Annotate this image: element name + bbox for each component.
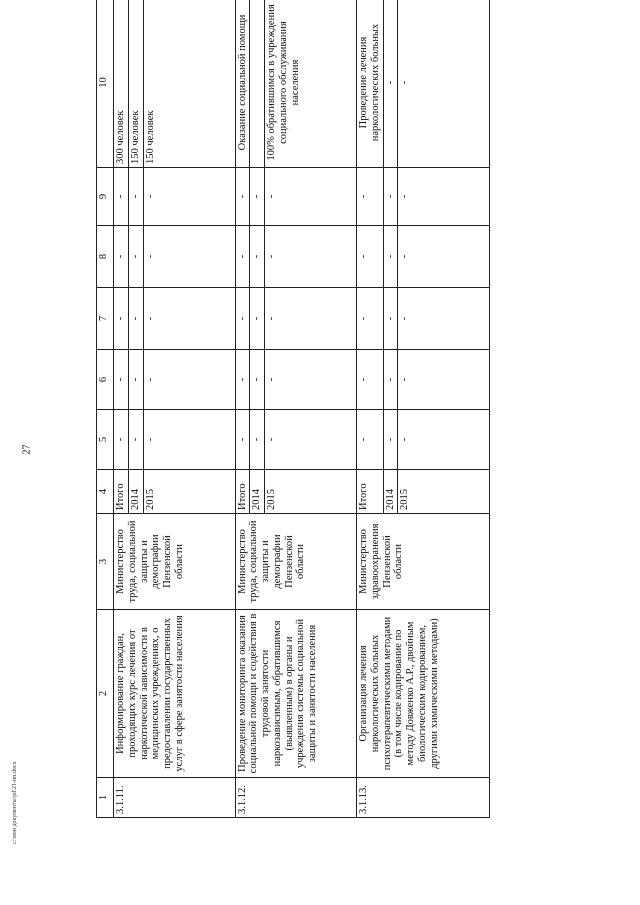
measures-table bbox=[96, 0, 490, 818]
header-row bbox=[97, 0, 114, 818]
indicator-cell: 150 человек bbox=[143, 0, 235, 168]
page-number: 27 bbox=[21, 444, 33, 455]
header-cell: 4 bbox=[97, 470, 114, 514]
value-cell: - bbox=[235, 410, 250, 470]
value-cell: - bbox=[143, 288, 235, 350]
value-cell: - bbox=[235, 288, 250, 350]
value-cell: - bbox=[250, 350, 265, 410]
value-cell: - bbox=[357, 410, 384, 470]
value-cell: - bbox=[235, 350, 250, 410]
rotated-table-page bbox=[96, 0, 640, 818]
value-cell: - bbox=[383, 168, 398, 226]
value-cell: - bbox=[114, 288, 129, 350]
value-cell: - bbox=[128, 168, 143, 226]
indicator-cell: Проведение лечения наркологических больных bbox=[357, 0, 384, 168]
year-cell: Итого bbox=[235, 470, 250, 514]
measure-description: Организация лечения наркологических больных психотерапевтическими методами (в том числе кодирование по методу Довженко А.Р., двойным биологическим кодированием, другими химическими методами) bbox=[357, 610, 490, 778]
value-cell: - bbox=[114, 168, 129, 226]
indicator-cell bbox=[250, 0, 265, 168]
indicator-cell: 100% обратившимся в учреждения социального обслуживания населения bbox=[265, 0, 357, 168]
value-cell: - bbox=[128, 226, 143, 288]
value-cell: - bbox=[114, 410, 129, 470]
table-row bbox=[357, 0, 384, 818]
value-cell: - bbox=[250, 410, 265, 470]
value-cell: - bbox=[114, 350, 129, 410]
value-cell: - bbox=[357, 168, 384, 226]
header-cell: 2 bbox=[97, 610, 114, 778]
value-cell: - bbox=[265, 350, 357, 410]
header-cell: 10 bbox=[97, 0, 114, 168]
value-cell: - bbox=[250, 226, 265, 288]
year-cell: 2014 bbox=[383, 470, 398, 514]
table-row bbox=[235, 0, 250, 818]
value-cell: - bbox=[143, 168, 235, 226]
value-cell: - bbox=[250, 168, 265, 226]
measure-description: Проведение мониторинга оказания социальной помощи и содействия в трудовой занятости наркозависимым, обратившимся (выявленным) в органы и учреждения системы социальной защиты и занятости населения bbox=[235, 610, 357, 778]
measure-executor: Министерство труда, социальной защиты и демографии Пензенской области bbox=[235, 514, 357, 610]
measure-id: 3.1.13. bbox=[357, 778, 490, 818]
header-cell: 5 bbox=[97, 410, 114, 470]
year-cell: 2015 bbox=[143, 470, 235, 514]
indicator-cell: Оказание социальной помощи bbox=[235, 0, 250, 168]
value-cell: - bbox=[128, 288, 143, 350]
year-cell: 2014 bbox=[250, 470, 265, 514]
measure-executor: Министерство труда, социальной защиты и демографии Пензенской области bbox=[114, 514, 236, 610]
value-cell: - bbox=[143, 410, 235, 470]
measure-description: Информирование граждан, проходящих курс лечения от наркотической зависимости в медицинских учреждениях, о предоставлении государственных услуг в сфере занятости населения bbox=[114, 610, 236, 778]
value-cell: - bbox=[235, 226, 250, 288]
value-cell: - bbox=[265, 410, 357, 470]
value-cell: - bbox=[357, 350, 384, 410]
measure-id: 3.1.11. bbox=[114, 778, 236, 818]
value-cell: - bbox=[128, 410, 143, 470]
indicator-cell: - bbox=[398, 0, 490, 168]
header-cell: 1 bbox=[97, 778, 114, 818]
value-cell: - bbox=[265, 288, 357, 350]
year-cell: 2015 bbox=[398, 470, 490, 514]
header-cell: 9 bbox=[97, 168, 114, 226]
value-cell: - bbox=[398, 410, 490, 470]
value-cell: - bbox=[250, 288, 265, 350]
value-cell: - bbox=[398, 288, 490, 350]
value-cell: - bbox=[383, 410, 398, 470]
header-cell: 6 bbox=[97, 350, 114, 410]
value-cell: - bbox=[383, 288, 398, 350]
value-cell: - bbox=[114, 226, 129, 288]
year-cell: Итого bbox=[114, 470, 129, 514]
table-row bbox=[114, 0, 129, 818]
value-cell: - bbox=[398, 350, 490, 410]
header-cell: 8 bbox=[97, 226, 114, 288]
footer-path: c:\мои документы\pd\21-пп.docx bbox=[12, 761, 18, 844]
year-cell: 2014 bbox=[128, 470, 143, 514]
value-cell: - bbox=[235, 168, 250, 226]
header-cell: 7 bbox=[97, 288, 114, 350]
indicator-cell: 300 человек bbox=[114, 0, 129, 168]
value-cell: - bbox=[383, 226, 398, 288]
value-cell: - bbox=[357, 288, 384, 350]
header-cell: 3 bbox=[97, 514, 114, 610]
value-cell: - bbox=[128, 350, 143, 410]
indicator-cell: - bbox=[383, 0, 398, 168]
indicator-cell: 150 человек bbox=[128, 0, 143, 168]
value-cell: - bbox=[265, 168, 357, 226]
value-cell: - bbox=[383, 350, 398, 410]
value-cell: - bbox=[265, 226, 357, 288]
value-cell: - bbox=[143, 226, 235, 288]
value-cell: - bbox=[143, 350, 235, 410]
measure-executor: Министерство здравоохранения Пензенской области bbox=[357, 514, 490, 610]
year-cell: Итого bbox=[357, 470, 384, 514]
measure-id: 3.1.12. bbox=[235, 778, 357, 818]
value-cell: - bbox=[357, 226, 384, 288]
value-cell: - bbox=[398, 226, 490, 288]
year-cell: 2015 bbox=[265, 470, 357, 514]
value-cell: - bbox=[398, 168, 490, 226]
